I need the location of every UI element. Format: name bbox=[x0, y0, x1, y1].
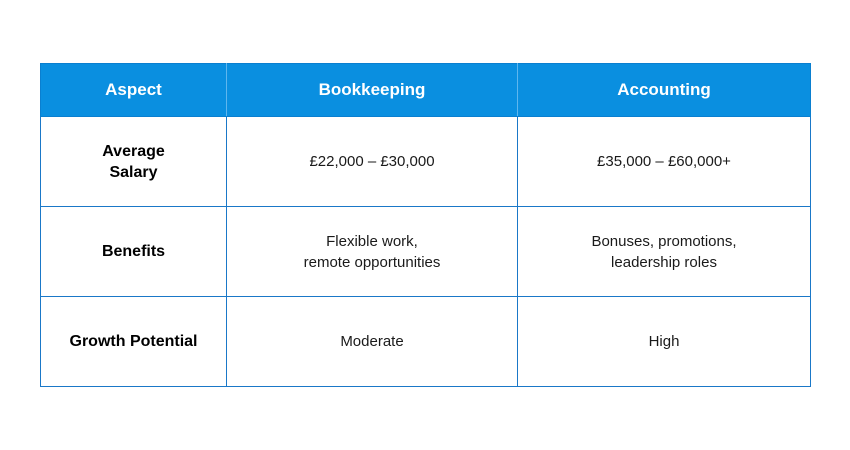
cell-bookkeeping-growth bbox=[227, 297, 518, 387]
cell-text: High bbox=[648, 333, 680, 350]
header-accounting: Accounting bbox=[518, 64, 811, 117]
cell-accounting-benefits bbox=[518, 207, 811, 297]
cell-text: Bonuses, promotions, bbox=[591, 232, 737, 250]
cell-accounting-growth bbox=[518, 297, 811, 387]
table-header-row bbox=[41, 64, 811, 117]
row-label-benefits bbox=[41, 207, 227, 297]
cell-text: £22,000 – £30,000 bbox=[309, 153, 435, 170]
row-label-growth-potential bbox=[41, 297, 227, 387]
cell-bookkeeping-salary bbox=[227, 117, 518, 207]
row-label-line: Salary bbox=[109, 163, 158, 181]
cell-text: Moderate bbox=[340, 333, 404, 350]
table-row bbox=[41, 207, 811, 297]
cell-bookkeeping-benefits bbox=[227, 207, 518, 297]
row-label-line: Average bbox=[102, 142, 165, 160]
comparison-table bbox=[40, 63, 811, 387]
header-bookkeeping: Bookkeeping bbox=[227, 64, 518, 117]
cell-text: remote opportunities bbox=[303, 253, 441, 271]
row-label-line: Benefits bbox=[101, 243, 166, 260]
table-row bbox=[41, 297, 811, 387]
cell-text: Flexible work, bbox=[326, 232, 418, 250]
comparison-table-container bbox=[40, 63, 810, 387]
cell-accounting-salary bbox=[518, 117, 811, 207]
cell-text: leadership roles bbox=[611, 253, 717, 271]
table-row bbox=[41, 117, 811, 207]
header-aspect: Aspect bbox=[41, 64, 227, 117]
row-label-line: Growth Potential bbox=[69, 333, 198, 350]
row-label-average-salary bbox=[41, 117, 227, 207]
cell-text: £35,000 – £60,000+ bbox=[597, 153, 731, 170]
